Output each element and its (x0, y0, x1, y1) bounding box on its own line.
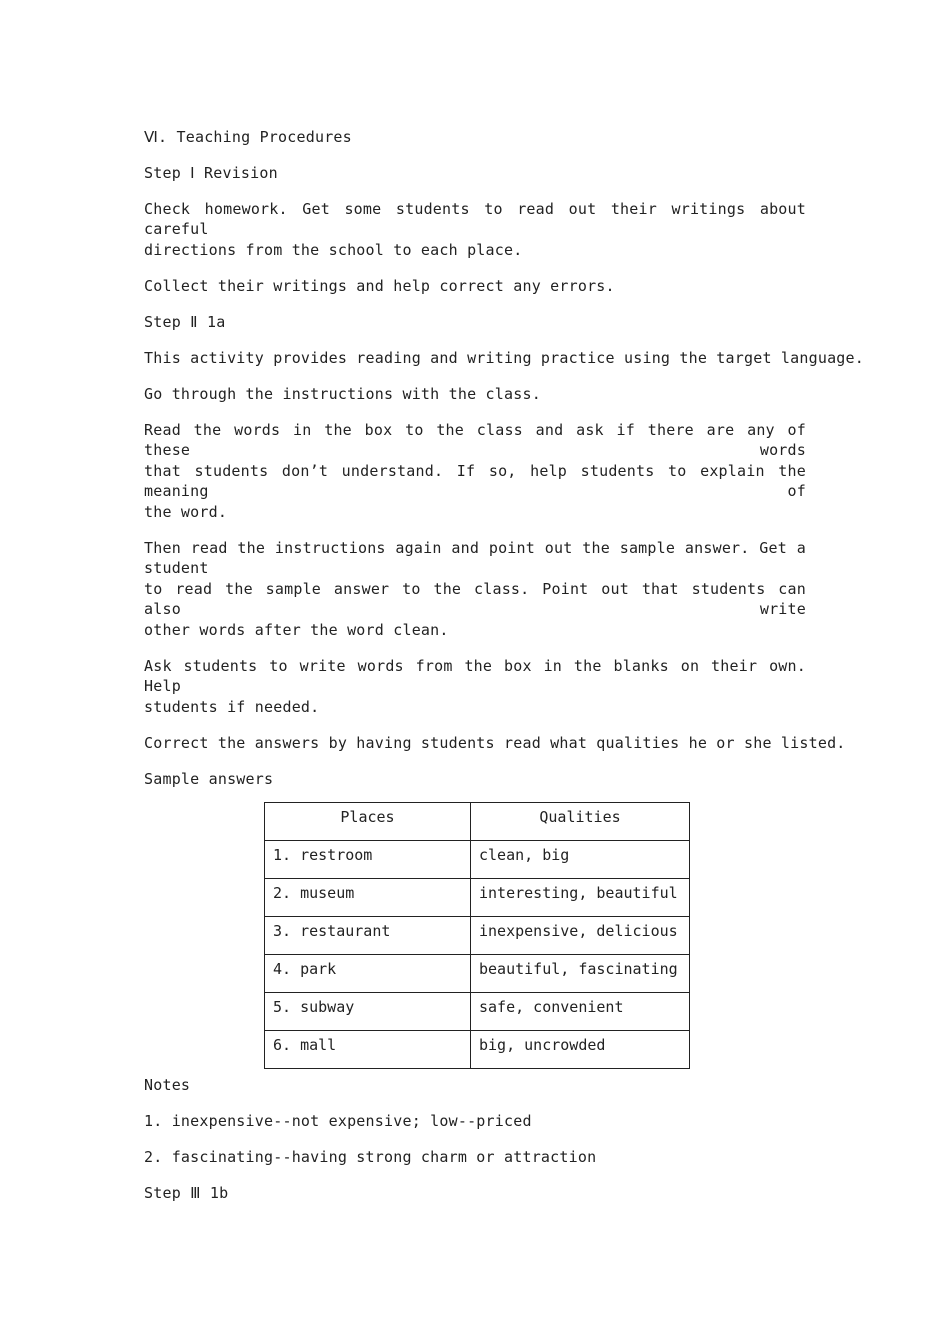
qualities-cell: inexpensive, delicious (471, 917, 690, 955)
table-row (265, 917, 690, 955)
paragraph-line: This activity provides reading and writing practice using the target language. (144, 349, 864, 367)
step1-heading: Step Ⅰ Revision (144, 164, 278, 182)
place-cell: 6. mall (265, 1031, 471, 1069)
paragraph-line: directions from the school to each place. (144, 241, 523, 259)
paragraph-line: Correct the answers by having students read what qualities he or she listed. (144, 734, 846, 752)
place-cell: 4. park (265, 955, 471, 993)
qualities-cell: safe, convenient (471, 993, 690, 1031)
table-row (265, 1031, 690, 1069)
column-header-qualities: Qualities (471, 803, 690, 841)
qualities-cell: big, uncrowded (471, 1031, 690, 1069)
table-row (265, 879, 690, 917)
paragraph-line: other words after the word clean. (144, 621, 449, 639)
qualities-cell: interesting, beautiful (471, 879, 690, 917)
note-item: 2. fascinating--having strong charm or attraction (144, 1148, 597, 1166)
qualities-cell: clean, big (471, 841, 690, 879)
sample-answers-table (264, 802, 690, 1069)
note-item: 1. inexpensive--not expensive; low--priced (144, 1112, 532, 1130)
step3-heading: Step Ⅲ 1b (144, 1184, 229, 1202)
sample-answers-label: Sample answers (144, 770, 274, 788)
column-header-places: Places (265, 803, 471, 841)
place-cell: 3. restaurant (265, 917, 471, 955)
table-header-row (265, 803, 690, 841)
place-cell: 1. restroom (265, 841, 471, 879)
paragraph-line: Collect their writings and help correct any errors. (144, 277, 615, 295)
paragraph-line: Check homework. Get some students to read out their writings about careful (144, 200, 806, 238)
table-row (265, 955, 690, 993)
place-cell: 2. museum (265, 879, 471, 917)
paragraph-line: Read the words in the box to the class and ask if there are any of these words (144, 421, 806, 459)
table-row (265, 841, 690, 879)
paragraph-line: the word. (144, 503, 228, 521)
place-cell: 5. subway (265, 993, 471, 1031)
paragraph-line: Ask students to write words from the box in the blanks on their own. Help (144, 657, 806, 695)
paragraph-line: to read the sample answer to the class. Point out that students can also write (144, 580, 806, 618)
qualities-cell: beautiful, fascinating (471, 955, 690, 993)
step2-heading: Step Ⅱ 1a (144, 313, 226, 331)
section-title: Ⅵ. Teaching Procedures (144, 128, 352, 146)
table-row (265, 993, 690, 1031)
paragraph-line: Go through the instructions with the class. (144, 385, 541, 403)
notes-heading: Notes (144, 1076, 191, 1094)
paragraph-line: that students don’t understand. If so, help students to explain the meaning of (144, 462, 806, 500)
paragraph-line: students if needed. (144, 698, 320, 716)
paragraph-line: Then read the instructions again and point out the sample answer. Get a student (144, 539, 806, 577)
